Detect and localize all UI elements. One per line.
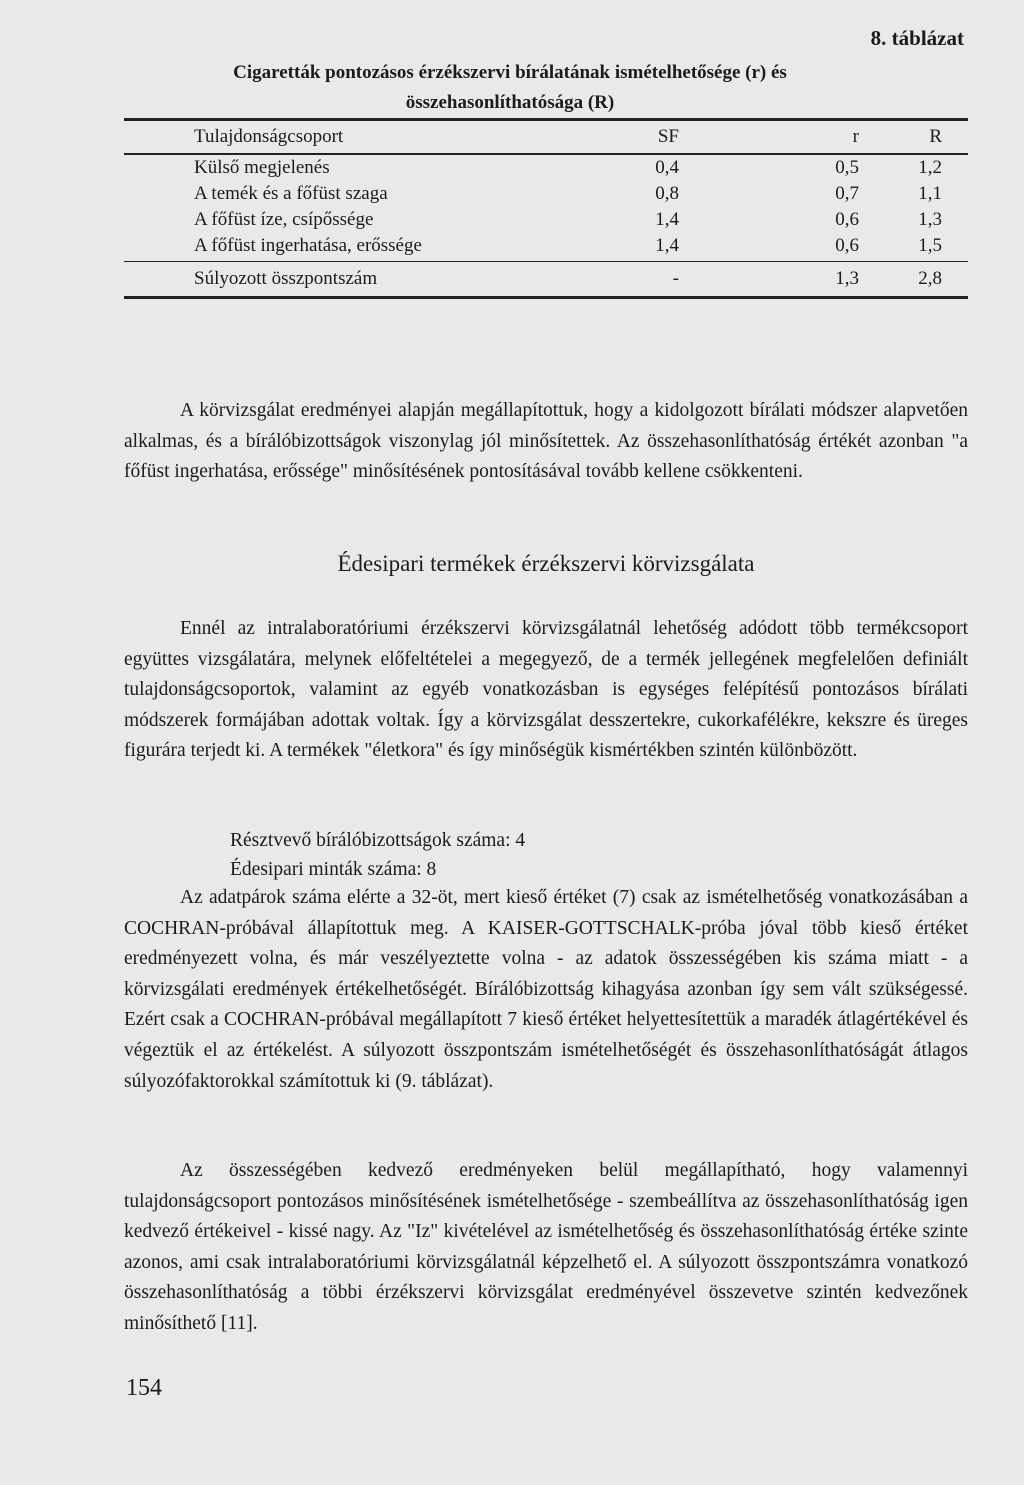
- table-cell: A temék és a főfüst szaga: [194, 183, 388, 204]
- table-cell: 1,3: [918, 209, 942, 230]
- column-header-property-group: Tulajdonságcsoport: [194, 126, 344, 147]
- table-cell: 1,4: [549, 233, 679, 262]
- table-cell: 0,5: [835, 157, 859, 178]
- table-cell: 0,6: [679, 233, 859, 262]
- table-cell: 0,6: [835, 209, 859, 230]
- page-number: 154: [126, 1375, 162, 1401]
- table-cell: A főfüst ingerhatása, erőssége: [124, 233, 549, 262]
- table-cell: Súlyozott összpontszám: [194, 268, 378, 289]
- table-total-row: [124, 262, 968, 298]
- table-row: [124, 154, 968, 181]
- samples-count: Édesipari minták száma: 8: [230, 859, 437, 880]
- paragraph-conclusion: A körvizsgálat eredményei alapján megállapítottuk, hogy a kidolgozott bírálati módszer alapvetően alkalmas, és a bírálóbizottságok viszonylag jól minősítettek. Az összehasonlíthatóság értékét azonban "a főfüst ingerhatása, erőssége" minősítésének pontosításával tovább kellene csökkenteni.: [124, 400, 968, 483]
- table-cell: 0,7: [835, 183, 859, 204]
- table-cell: 1,3: [835, 268, 859, 289]
- table-cell: Külső megjelenés: [194, 157, 330, 178]
- column-header-R: R: [929, 126, 942, 147]
- table-cell: A főfüst íze, csípőssége: [194, 209, 374, 230]
- paragraph-intro: Ennél az intralaboratóriumi érzékszervi körvizsgálatnál lehetőség adódott több termékcsoport együttes vizsgálatára, melynek előfeltételei a megegyező, de a termék jellegének megfelelően definiált tulajdonságcsoportok, valamint az egyéb vonatkozásban is egységes felépítésű pontozásos bírálati módszerek formájában adottak voltak. Így a körvizsgálat desszertekre, cukorkafélékre, kekszre és üreges figurára terjedt ki. A termékek "életkora" és így minőségük kismértékben szintén különbözött.: [124, 618, 968, 762]
- table-header-row: [124, 120, 968, 155]
- table-caption-line-1: Cigaretták pontozásos érzékszervi bírálatának ismételhetősége (r) és: [233, 62, 787, 83]
- section-heading: Édesipari termékek érzékszervi körvizsgálata: [337, 551, 755, 576]
- paragraph-method: Az adatpárok száma elérte a 32-öt, mert kieső értéket (7) csak az ismételhetőség vonatkozásában a COCHRAN-próbával állapítottuk meg. A KAISER-GOTTSCHALK-próba jóval több kieső értéket eredményezett volna, és már veszélyeztette volna - az adatok összességében kis száma miatt - a körvizsgálati eredmények értékelhetőségét. Bírálóbizottság kihagyása azonban így sem vált szükségessé. Ezért csak a COCHRAN-próbával megállapított 7 kieső értéket helyettesítettük a maradék átlagértékével és végeztük el az értékelést. A súlyozott összpontszám ismételhetőségét és összehasonlíthatóságát átlagos súlyozófaktorokkal számítottuk ki (9. táblázat).: [124, 887, 968, 1092]
- committees-count: Résztvevő bírálóbizottságok száma: 4: [230, 830, 526, 851]
- table-caption: [200, 58, 820, 118]
- column-header-sf: SF: [657, 126, 679, 147]
- table-cell: 1,4: [655, 209, 679, 230]
- table-cell: 0,4: [655, 157, 679, 178]
- table-number: 8. táblázat: [870, 26, 964, 50]
- table-cell: -: [672, 268, 679, 289]
- table-cell: 1,5: [859, 233, 968, 262]
- table-cell: 1,2: [918, 157, 942, 178]
- table-cell: 2,8: [918, 268, 942, 289]
- table-caption-line-2: összehasonlíthatósága (R): [405, 92, 615, 113]
- table-row: [124, 233, 968, 262]
- table-row: [124, 207, 968, 233]
- table-cell: 1,1: [918, 183, 942, 204]
- table-cell: 0,8: [655, 183, 679, 204]
- table-row: [124, 181, 968, 207]
- column-header-r: r: [852, 126, 859, 147]
- results-table: [124, 118, 968, 299]
- paragraph-results: Az összességében kedvező eredményeken belül megállapítható, hogy valamennyi tulajdonságcsoport pontozásos minősítésének ismételhetősége - szembeállítva az összehasonlíthatóság igen kedvező értékeivel - kissé nagy. Az "Iz" kivételével az ismételhetőség és összehasonlíthatóság értéke szinte azonos, ami csak intralaboratóriumi körvizsgálatnál képzelhető el. A súlyozott összpontszámra vonatkozó összehasonlíthatóság a többi érzékszervi körvizsgálat eredményével összevetve szintén kedvezőnek minősíthető [11].: [124, 1160, 968, 1334]
